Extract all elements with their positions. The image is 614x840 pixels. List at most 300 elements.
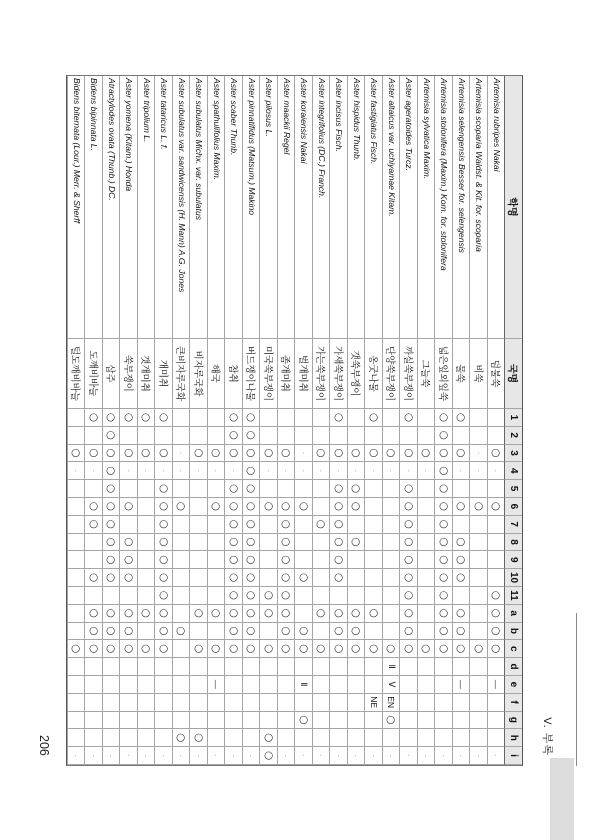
grid-cell-5 [365,480,383,498]
presence-circle: ○ [402,412,415,422]
grid-cell-i [295,747,313,765]
grid-cell-6 [155,498,173,516]
grid-cell-2 [67,427,85,445]
grid-cell-10 [347,569,365,587]
grid-cell-1 [190,409,208,427]
grid-cell-i [67,747,85,765]
grid-cell-6 [295,498,313,516]
presence-circle: ○ [157,572,170,583]
grid-cell-6 [435,498,453,516]
grid-cell-10 [400,569,418,587]
grid-cell-h [190,729,208,747]
presence-circle: ○ [437,519,450,529]
presence-circle: ○ [210,608,223,618]
grade-mark: · [71,469,82,473]
species-scientific-name: Aster spathulifolius Maxim. [207,76,225,339]
grid-cell-9 [435,551,453,569]
grade-mark: · [298,451,309,455]
presence-circle: ○ [437,537,450,547]
grid-cell-10 [260,569,278,587]
grid-cell-a [102,605,120,623]
grade-mark: · [193,754,204,758]
grid-cell-b [172,623,190,641]
grid-cell-8 [190,534,208,552]
grid-cell-8 [102,534,120,552]
grid-cell-f [400,694,418,712]
species-scientific-name: Bidens biternata (Lour.) Merr. & Sherff [67,76,85,339]
grid-cell-10 [470,569,488,587]
presence-circle: ○ [472,644,485,654]
presence-circle: ○ [455,572,468,583]
species-scientific-name: Aster incisus Fisch. [330,76,348,339]
grid-cell-3 [190,445,208,463]
presence-circle: ○ [105,519,118,529]
header-col-b: b [505,623,523,641]
grid-cell-a [207,605,225,623]
grade-mark: · [333,469,344,473]
grid-cell-d [382,658,400,676]
grid-cell-g [312,712,330,730]
grid-cell-6 [277,498,295,516]
presence-circle: ○ [437,412,450,422]
grid-cell-e [102,676,120,694]
grid-cell-6 [67,498,85,516]
grid-cell-b [67,623,85,641]
presence-circle: ○ [227,484,240,494]
presence-circle: ○ [227,537,240,547]
grid-cell-9 [225,551,243,569]
grid-cell-c [452,640,470,658]
grid-cell-6 [260,498,278,516]
species-korean-name: 옹굿나물 [365,339,383,409]
grid-cell-7 [487,516,505,534]
grid-cell-b [277,623,295,641]
grade-mark: · [386,469,397,473]
grid-cell-9 [102,551,120,569]
grid-cell-a [452,605,470,623]
presence-circle: ○ [105,430,118,440]
presence-circle: ○ [245,412,258,422]
grid-cell-e [400,676,418,694]
grid-cell-f [190,694,208,712]
presence-circle: ○ [122,448,135,458]
grid-cell-11 [470,587,488,605]
grid-cell-11 [330,587,348,605]
grid-cell-8 [120,534,138,552]
grid-cell-i [225,747,243,765]
grid-cell-g [382,712,400,730]
grid-cell-h [85,729,103,747]
grid-cell-a [190,605,208,623]
header-col-5: 5 [505,480,523,498]
grid-cell-c [382,640,400,658]
presence-circle: ○ [402,644,415,654]
grid-cell-6 [417,498,435,516]
grid-cell-11 [382,587,400,605]
grid-cell-h [207,729,225,747]
grid-cell-h [365,729,383,747]
grid-cell-h [137,729,155,747]
grid-cell-b [452,623,470,641]
grid-cell-7 [67,516,85,534]
presence-circle: ○ [437,572,450,583]
grid-cell-11 [277,587,295,605]
grid-cell-1 [452,409,470,427]
presence-circle: ○ [455,537,468,547]
grid-cell-h [400,729,418,747]
grid-cell-h [120,729,138,747]
species-korean-name: 단양쑥부쟁이 [382,339,400,409]
grid-cell-a [260,605,278,623]
presence-circle: ○ [455,626,468,636]
grid-cell-a [400,605,418,623]
grid-cell-6 [382,498,400,516]
page-number: 206 [37,735,51,756]
presence-circle: ○ [105,626,118,636]
grid-cell-5 [470,480,488,498]
presence-circle: ○ [332,555,345,565]
presence-circle: ○ [105,572,118,583]
grid-cell-h [277,729,295,747]
presence-circle: ○ [332,644,345,654]
grid-cell-6 [207,498,225,516]
grid-cell-4 [172,462,190,480]
grade-mark: · [491,754,502,758]
presence-circle: ○ [262,590,275,600]
grid-cell-d [435,658,453,676]
grid-cell-g [102,712,120,730]
grid-cell-g [242,712,260,730]
grade-mark: · [123,754,134,758]
grid-cell-d [137,658,155,676]
presence-circle: ○ [227,572,240,583]
grid-cell-e [155,676,173,694]
grid-cell-4 [85,462,103,480]
presence-circle: ○ [87,412,100,422]
grid-cell-4 [242,462,260,480]
header-col-4: 4 [505,462,523,480]
grid-cell-a [470,605,488,623]
presence-circle: ○ [437,484,450,494]
grid-cell-5 [85,480,103,498]
grid-cell-i [207,747,225,765]
grid-cell-11 [435,587,453,605]
grid-cell-f [120,694,138,712]
grid-cell-9 [277,551,295,569]
grid-cell-f [102,694,120,712]
species-scientific-name: Aster pilosus L. [260,76,278,339]
grid-cell-8 [67,534,85,552]
grid-cell-7 [242,516,260,534]
grid-cell-c [260,640,278,658]
grid-cell-e [120,676,138,694]
presence-circle: ○ [122,537,135,547]
grid-cell-e [295,676,313,694]
species-scientific-name: Artemisia stolonifera (Maxim.) Kom. for. stolonifera [435,76,453,339]
grid-cell-d [347,658,365,676]
grid-cell-9 [347,551,365,569]
grid-cell-1 [470,409,488,427]
presence-circle: ○ [297,626,310,636]
species-korean-name: 비자루국화 [190,339,208,409]
species-korean-name: 넓은잎외잎쑥 [435,339,453,409]
grid-cell-f [417,694,435,712]
grade-mark: · [263,469,274,473]
grid-cell-2 [382,427,400,445]
grid-cell-2 [435,427,453,445]
grid-cell-2 [487,427,505,445]
grid-cell-d [487,658,505,676]
grid-cell-2 [260,427,278,445]
species-korean-name: 까실쑥부쟁이 [400,339,418,409]
grid-cell-11 [190,587,208,605]
grid-cell-e [452,676,470,694]
grid-cell-6 [330,498,348,516]
presence-circle: ○ [315,448,328,458]
grade-mark: · [491,469,502,473]
presence-circle: ○ [385,644,398,654]
grid-cell-c [172,640,190,658]
grid-cell-f [382,694,400,712]
grid-cell-b [487,623,505,641]
grid-cell-f [67,694,85,712]
grid-cell-9 [172,551,190,569]
grid-cell-8 [452,534,470,552]
presence-circle: ○ [280,519,293,529]
presence-circle: ○ [350,448,363,458]
grid-cell-5 [417,480,435,498]
presence-circle: ○ [245,626,258,636]
grid-cell-b [470,623,488,641]
grid-cell-i [435,747,453,765]
presence-circle: ○ [315,644,328,654]
grid-cell-i [382,747,400,765]
grid-cell-6 [225,498,243,516]
presence-circle: ○ [437,626,450,636]
species-korean-name: 버드쟁이나물 [242,339,260,409]
grid-cell-g [155,712,173,730]
grade-mark: · [421,754,432,758]
grid-cell-a [382,605,400,623]
presence-circle: ○ [402,608,415,618]
presence-circle: ○ [280,572,293,583]
grade-mark: · [421,469,432,473]
header-col-c: c [505,640,523,658]
grade-mark: · [473,451,484,455]
presence-circle: ○ [490,626,503,636]
presence-circle: ○ [105,484,118,494]
grid-cell-a [137,605,155,623]
grade-mark: · [298,754,309,758]
grid-cell-g [295,712,313,730]
grid-cell-4 [470,462,488,480]
presence-circle: ○ [105,412,118,422]
grid-cell-2 [347,427,365,445]
grade-mark: · [88,754,99,758]
grid-cell-8 [225,534,243,552]
grid-cell-11 [312,587,330,605]
grid-cell-10 [365,569,383,587]
grid-cell-b [155,623,173,641]
grade-mark: · [106,754,117,758]
grid-cell-b [330,623,348,641]
grid-cell-6 [452,498,470,516]
presence-circle: ○ [262,644,275,654]
grid-cell-4 [400,462,418,480]
presence-circle: ○ [437,644,450,654]
grid-cell-7 [347,516,365,534]
grid-cell-2 [365,427,383,445]
presence-circle: ○ [245,644,258,654]
presence-circle: ○ [350,608,363,618]
grid-cell-11 [155,587,173,605]
grid-cell-b [190,623,208,641]
presence-circle: ○ [350,484,363,494]
grid-cell-9 [137,551,155,569]
header-col-7: 7 [505,516,523,534]
species-scientific-name: Aster scaber Thunb. [225,76,243,339]
grid-cell-10 [155,569,173,587]
grid-cell-7 [330,516,348,534]
grid-cell-3 [470,445,488,463]
presence-circle: ○ [297,501,310,511]
grid-cell-9 [452,551,470,569]
grade-mark: · [403,754,414,758]
grid-cell-h [417,729,435,747]
grid-cell-5 [102,480,120,498]
grid-cell-c [207,640,225,658]
presence-circle: ○ [332,537,345,547]
grid-cell-i [242,747,260,765]
grid-cell-e [417,676,435,694]
grid-cell-11 [102,587,120,605]
grid-cell-a [67,605,85,623]
grid-cell-10 [487,569,505,587]
presence-circle: ○ [490,501,503,511]
presence-circle: ○ [87,448,100,458]
grid-cell-e [207,676,225,694]
presence-circle: ○ [122,626,135,636]
grid-cell-7 [190,516,208,534]
presence-circle: ○ [367,644,380,654]
grade-mark: · [316,469,327,473]
grid-cell-7 [225,516,243,534]
grid-cell-8 [312,534,330,552]
grid-cell-3 [400,445,418,463]
presence-circle: ○ [332,484,345,494]
presence-circle: ○ [157,590,170,600]
grid-cell-1 [260,409,278,427]
grid-cell-h [470,729,488,747]
grid-cell-9 [470,551,488,569]
grid-cell-11 [452,587,470,605]
grid-cell-e [470,676,488,694]
presence-circle: ○ [332,626,345,636]
grid-cell-i [260,747,278,765]
grid-cell-3 [260,445,278,463]
presence-circle: ○ [385,715,398,725]
grid-cell-f [487,694,505,712]
grid-cell-5 [137,480,155,498]
presence-circle: ○ [402,484,415,494]
presence-circle: ○ [87,572,100,583]
grid-cell-10 [295,569,313,587]
grid-cell-8 [207,534,225,552]
grid-cell-2 [137,427,155,445]
grade-mark: Ⅱ [299,682,310,687]
grid-cell-i [190,747,208,765]
grid-cell-10 [207,569,225,587]
presence-circle: ○ [122,572,135,583]
grade-mark: · [246,754,257,758]
grid-cell-f [295,694,313,712]
grid-cell-b [382,623,400,641]
presence-circle: ○ [175,501,188,511]
grid-cell-4 [277,462,295,480]
grade-mark: · [298,469,309,473]
grid-cell-d [225,658,243,676]
grid-cell-h [435,729,453,747]
grid-cell-i [347,747,365,765]
grid-cell-i [277,747,295,765]
presence-circle: ○ [420,448,433,458]
grid-cell-a [172,605,190,623]
grid-cell-11 [347,587,365,605]
grid-cell-7 [365,516,383,534]
grid-cell-e [260,676,278,694]
grid-cell-g [400,712,418,730]
presence-circle: ○ [192,448,205,458]
grid-cell-8 [382,534,400,552]
presence-circle: ○ [227,608,240,618]
presence-circle: ○ [350,644,363,654]
grade-mark: · [228,754,239,758]
species-scientific-name: Aster koraiensis Nakai [295,76,313,339]
grid-cell-e [347,676,365,694]
presence-circle: ○ [87,644,100,654]
grid-cell-a [295,605,313,623]
grid-cell-3 [295,445,313,463]
presence-circle: ○ [210,501,223,511]
grid-cell-3 [172,445,190,463]
header-scientific-name: 학명 [505,76,523,339]
presence-circle: ○ [227,501,240,511]
presence-circle: ○ [402,448,415,458]
grid-cell-f [137,694,155,712]
grade-mark: · [123,469,134,473]
grid-cell-b [400,623,418,641]
species-korean-name: 미국쑥부쟁이 [260,339,278,409]
grid-cell-8 [417,534,435,552]
grid-cell-i [330,747,348,765]
grid-cell-5 [295,480,313,498]
grid-cell-8 [260,534,278,552]
presence-circle: ○ [227,448,240,458]
grid-cell-1 [417,409,435,427]
grid-cell-a [120,605,138,623]
grid-cell-10 [435,569,453,587]
grid-cell-10 [225,569,243,587]
grid-cell-b [137,623,155,641]
presence-circle: ○ [245,555,258,565]
species-scientific-name: Aster altaicus var. uchiyamae Kitam. [382,76,400,339]
grid-cell-10 [102,569,120,587]
grid-cell-e [312,676,330,694]
grid-cell-b [312,623,330,641]
grid-cell-9 [260,551,278,569]
presence-circle: ○ [280,644,293,654]
grid-cell-2 [120,427,138,445]
